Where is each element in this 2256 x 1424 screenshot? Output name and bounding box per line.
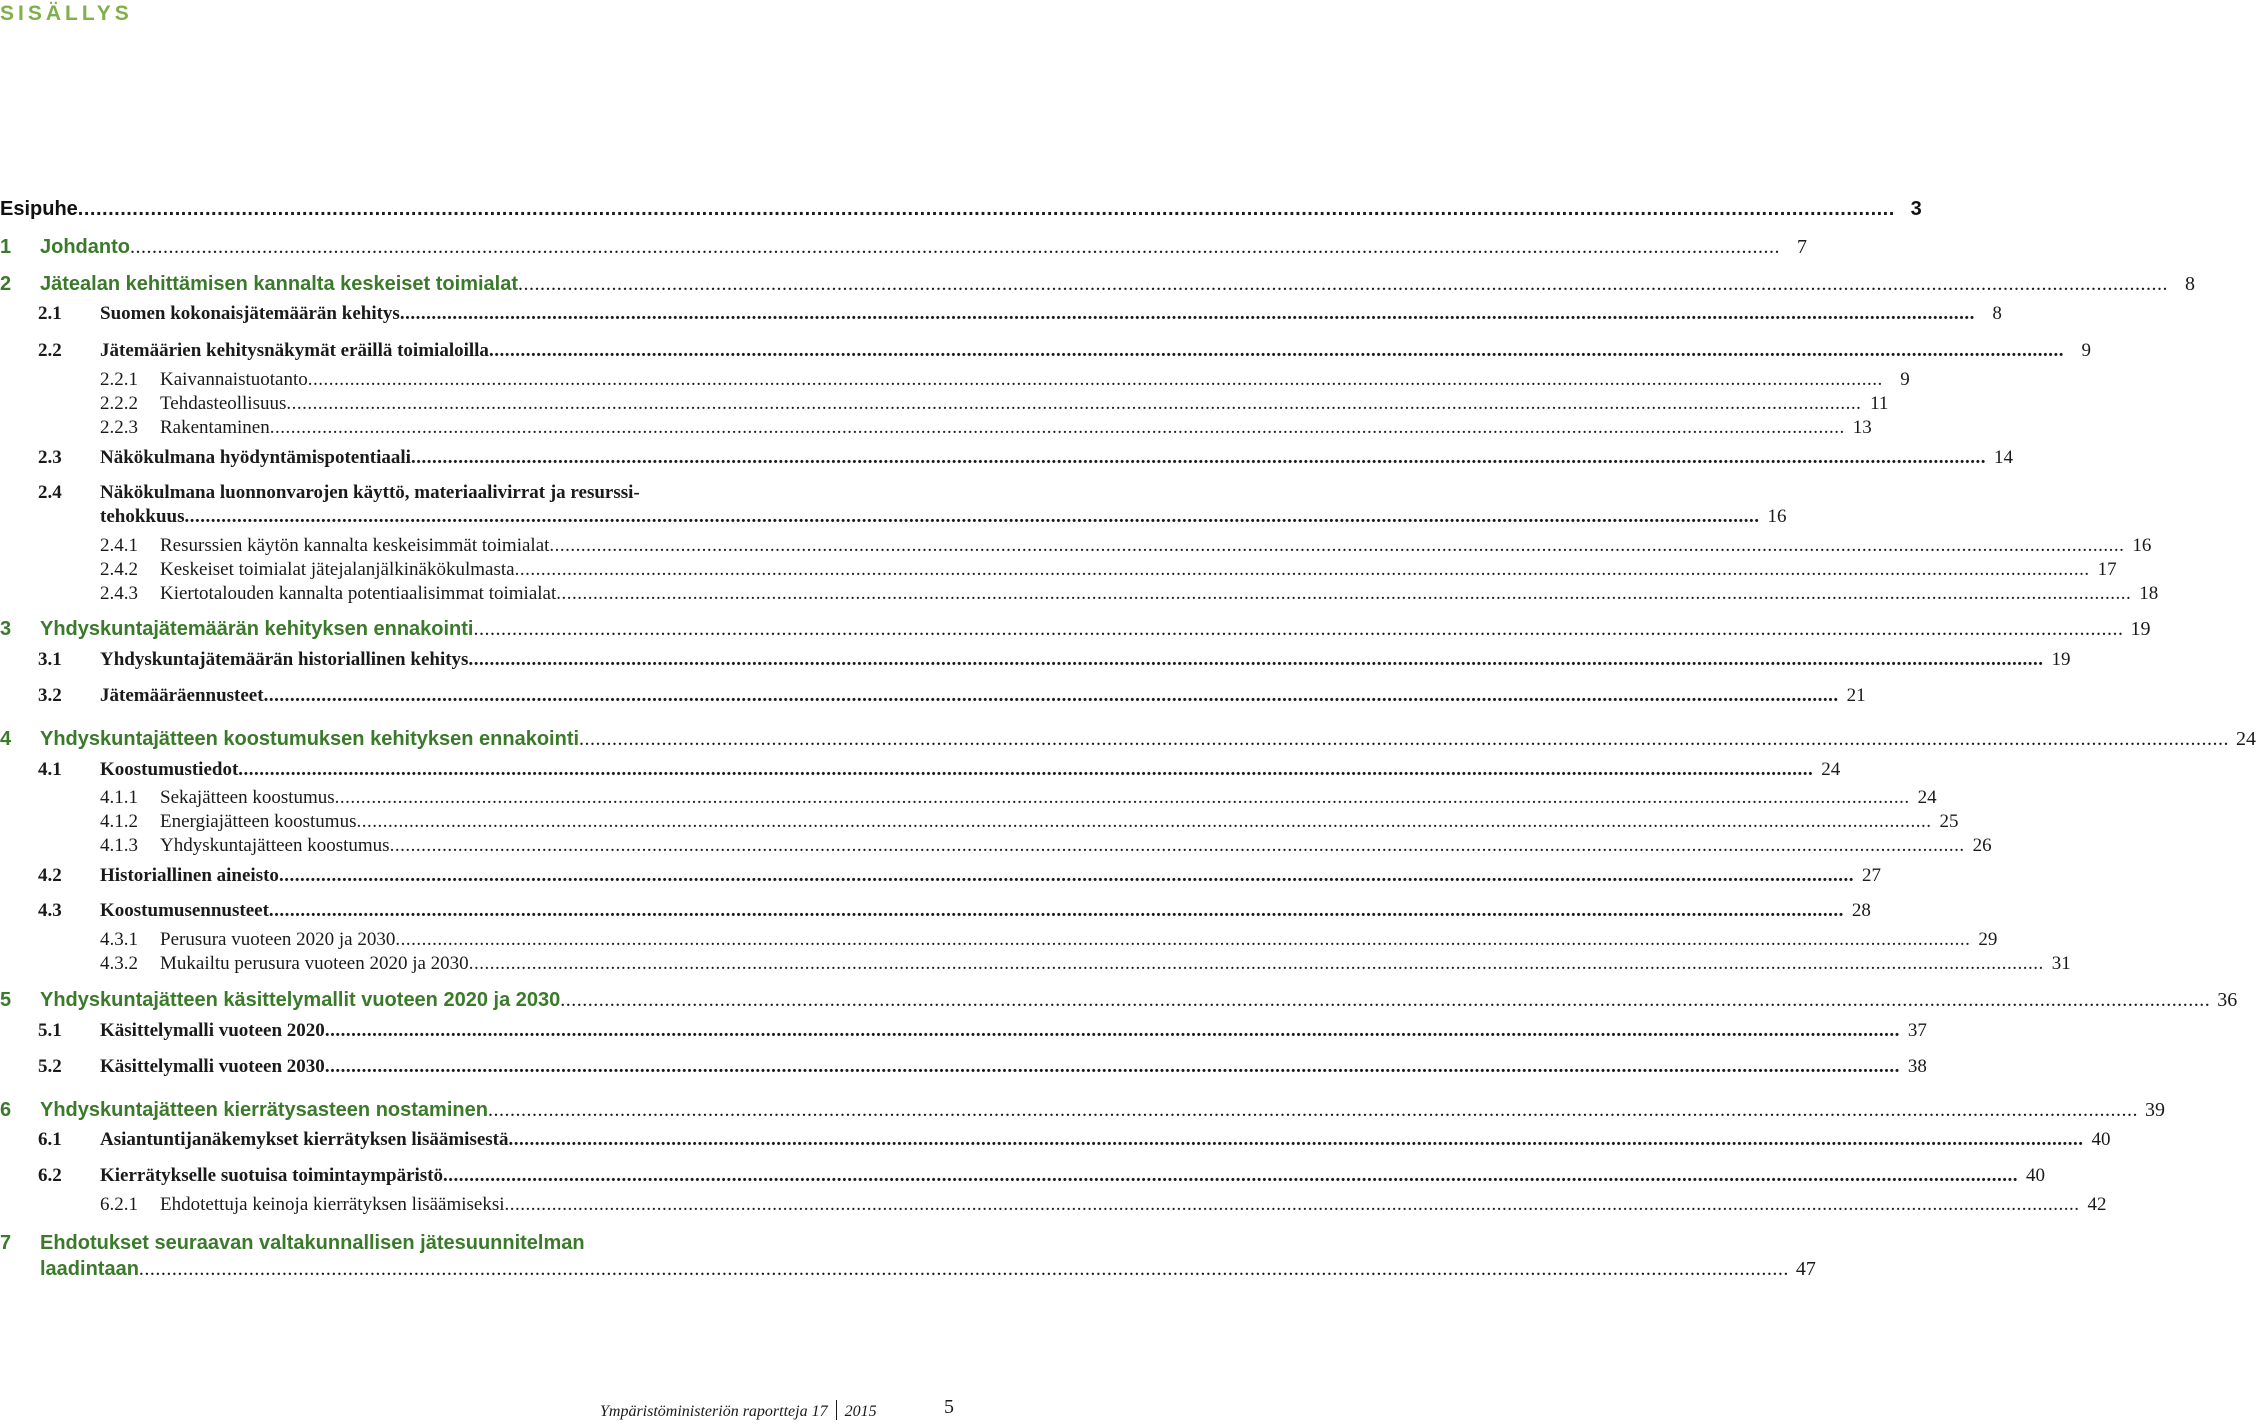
toc-entry-page: 11 xyxy=(1870,393,1889,414)
toc-entry-number: 4.1.2 xyxy=(100,811,138,832)
toc-entry-title: Ehdotukset seuraavan valtakunnallisen jätesuunnitelman xyxy=(40,1232,585,1254)
toc-leader-dots: ............................................................................................................................................................................................................................................................................................................ xyxy=(286,393,1862,414)
toc-entry-page: 16 xyxy=(2132,535,2152,556)
toc-entry-page: 24 xyxy=(1917,787,1937,808)
toc-entry-body xyxy=(40,273,2195,296)
toc-entry-number: 4.1.3 xyxy=(100,835,138,856)
toc-entry-body xyxy=(100,482,789,504)
toc-entry-number: 3 xyxy=(0,618,12,640)
toc-leader-dots: ............................................................................................................................................................................................................................................................................................................ xyxy=(77,198,1895,220)
toc-entry-body xyxy=(160,787,1937,809)
toc-leader-dots: ............................................................................................................................................................................................................................................................................................................ xyxy=(130,236,1780,258)
toc-entry-body xyxy=(160,535,2152,557)
toc-entry[interactable] xyxy=(0,1232,789,1258)
toc-entry-number: 6 xyxy=(0,1099,12,1121)
toc-leader-dots: ............................................................................................................................................................................................................................................................................................................ xyxy=(324,1056,1900,1077)
toc-entry-title: Energiajätteen koostumus xyxy=(160,811,357,832)
toc-entry[interactable] xyxy=(0,1056,1927,1082)
toc-entry-page: 25 xyxy=(1939,811,1959,832)
toc-entry-number: 6.2.1 xyxy=(100,1194,138,1215)
toc-entry-page: 29 xyxy=(1978,929,1998,950)
toc-leader-dots: ............................................................................................................................................................................................................................................................................................................ xyxy=(560,989,2211,1011)
toc-entry-body xyxy=(100,447,2013,469)
toc-leader-dots: ............................................................................................................................................................................................................................................................................................................ xyxy=(487,1099,2138,1121)
toc-entry-page: 42 xyxy=(2087,1194,2107,1215)
toc-entry-page: 19 xyxy=(2051,649,2071,670)
toc-entry-title: Keskeiset toimialat jätejalanjälkinäkökulmasta xyxy=(160,559,515,580)
toc-entry[interactable] xyxy=(0,417,1872,443)
toc-entry[interactable] xyxy=(0,759,1841,785)
toc-entry-number: 4.1 xyxy=(38,759,62,780)
toc-entry-page: 37 xyxy=(1907,1020,1927,1041)
toc-entry-page: 21 xyxy=(1846,685,1866,706)
toc-heading: SISÄLLYS xyxy=(0,2,133,25)
toc-entry-number: 2 xyxy=(0,273,12,295)
toc-entry[interactable] xyxy=(0,559,2117,585)
toc-entry-title: Asiantuntijanäkemykset kierrätyksen lisäämisestä xyxy=(100,1129,509,1150)
toc-entry[interactable] xyxy=(0,989,2238,1015)
toc-entry[interactable] xyxy=(0,482,789,508)
toc-entry-title: Esipuhe xyxy=(0,198,78,220)
toc-entry[interactable] xyxy=(0,728,2256,754)
toc-entry-number: 2.4 xyxy=(38,482,62,503)
toc-entry-page: 7 xyxy=(1797,236,1807,258)
toc-entry-body xyxy=(100,649,2071,671)
toc-leader-dots: ............................................................................................................................................................................................................................................................................................................ xyxy=(389,835,1965,856)
toc-entry-title: Kaivannaistuotanto xyxy=(160,369,308,390)
toc-entry-title: Yhdyskuntajätteen koostumuksen kehityksen ennakointi xyxy=(40,728,580,750)
toc-entry-title: Jätemääräennusteet xyxy=(100,685,264,706)
toc-entry-number: 2.4.1 xyxy=(100,535,138,556)
toc-entry-body xyxy=(160,369,1910,391)
toc-leader-dots: ............................................................................................................................................................................................................................................................................................................ xyxy=(395,929,1971,950)
toc-entry-body xyxy=(40,618,2151,641)
toc-entry-title: Historiallinen aineisto xyxy=(100,865,279,886)
publication-series: Ympäristöministeriön raportteja 17 xyxy=(600,1403,828,1420)
toc-entry-body xyxy=(160,929,1998,951)
toc-entry-body xyxy=(160,1194,2107,1216)
toc-leader-dots: ............................................................................................................................................................................................................................................................................................................ xyxy=(269,417,1845,438)
toc-leader-dots: ............................................................................................................................................................................................................................................................................................................ xyxy=(514,559,2090,580)
toc-entry-page: 17 xyxy=(2097,559,2117,580)
toc-entry-title: Johdanto xyxy=(40,236,130,258)
toc-entry-title: Näkökulmana hyödyntämispotentiaali xyxy=(100,447,411,468)
toc-entry[interactable] xyxy=(0,273,2195,299)
toc-entry-title: Jätealan kehittämisen kannalta keskeiset toimialat xyxy=(40,273,518,295)
toc-entry[interactable] xyxy=(0,506,1787,532)
toc-entry-number: 4.3.2 xyxy=(100,953,138,974)
toc-entry-title: Yhdyskuntajätteen käsittelymallit vuoteen 2020 ja 2030 xyxy=(40,989,561,1011)
toc-entry-body xyxy=(100,685,1866,707)
toc-entry-title: Yhdyskuntajätteen koostumus xyxy=(160,835,390,856)
toc-leader-dots: ............................................................................................................................................................................................................................................................................................................ xyxy=(263,685,1839,706)
toc-entry-number: 6.1 xyxy=(38,1129,62,1150)
toc-leader-dots: ............................................................................................................................................................................................................................................................................................................ xyxy=(399,303,1975,324)
toc-entry-page: 9 xyxy=(2081,340,2091,361)
toc-entry-title: Jätemäärien kehitysnäkymät eräillä toimialoilla xyxy=(100,340,489,361)
toc-leader-dots: ............................................................................................................................................................................................................................................................................................................ xyxy=(138,1258,1789,1280)
toc-entry-body xyxy=(40,236,1807,259)
toc-leader-dots: ............................................................................................................................................................................................................................................................................................................ xyxy=(278,865,1854,886)
toc-entry-body xyxy=(160,583,2159,605)
toc-entry-title: Perusura vuoteen 2020 ja 2030 xyxy=(160,929,396,950)
toc-entry[interactable] xyxy=(0,1129,2111,1155)
toc-entry[interactable] xyxy=(0,583,2159,609)
toc-entry-body xyxy=(40,989,2238,1012)
toc-entry[interactable] xyxy=(0,865,1881,891)
toc-entry-page: 31 xyxy=(2051,953,2071,974)
toc-entry-title: Käsittelymalli vuoteen 2030 xyxy=(100,1056,325,1077)
toc-entry-page: 3 xyxy=(1910,198,1922,220)
toc-entry-number: 4.2 xyxy=(38,865,62,886)
toc-entry-title: Kierrätykselle suotuisa toimintaympäristö xyxy=(100,1165,444,1186)
toc-entry[interactable] xyxy=(0,787,1937,813)
toc-entry-body xyxy=(160,417,1872,439)
toc-entry[interactable] xyxy=(0,929,1998,955)
toc-leader-dots: ............................................................................................................................................................................................................................................................................................................ xyxy=(549,535,2125,556)
toc-entry[interactable] xyxy=(0,1020,1927,1046)
toc-leader-dots: ............................................................................................................................................................................................................................................................................................................ xyxy=(518,273,2168,295)
toc-entry[interactable] xyxy=(0,447,2013,473)
toc-entry-body xyxy=(100,303,2002,325)
toc-entry[interactable] xyxy=(0,1099,2165,1125)
toc-entry-body xyxy=(100,1020,1927,1042)
toc-entry-body xyxy=(40,728,2256,751)
toc-entry[interactable] xyxy=(0,900,1871,926)
toc-entry-body xyxy=(100,1129,2111,1151)
toc-entry-title: Näkökulmana luonnonvarojen käyttö, materiaalivirrat ja resurssi- xyxy=(100,482,640,503)
toc-entry-page: 26 xyxy=(1972,835,1992,856)
toc-leader-dots: ............................................................................................................................................................................................................................................................................................................ xyxy=(473,618,2124,640)
toc-entry-body xyxy=(100,340,2091,362)
toc-entry-title: Rakentaminen xyxy=(160,417,270,438)
toc-leader-dots: ............................................................................................................................................................................................................................................................................................................ xyxy=(334,787,1910,808)
toc-entry-number: 1 xyxy=(0,236,12,258)
toc-entry[interactable] xyxy=(0,811,1959,837)
toc-entry-number: 4.3.1 xyxy=(100,929,138,950)
footer-separator xyxy=(836,1400,837,1420)
toc-entry-page: 28 xyxy=(1851,900,1871,921)
toc-entry-body xyxy=(160,953,2071,975)
toc-leader-dots: ............................................................................................................................................................................................................................................................................................................ xyxy=(410,447,1986,468)
toc-entry-body xyxy=(0,198,1922,221)
toc-entry-page: 40 xyxy=(2091,1129,2111,1150)
toc-entry[interactable] xyxy=(0,835,1992,861)
toc-entry-number: 5 xyxy=(0,989,12,1011)
toc-leader-dots: ............................................................................................................................................................................................................................................................................................................ xyxy=(238,759,1814,780)
toc-entry-page: 19 xyxy=(2130,618,2151,640)
toc-entry-number: 4.1.1 xyxy=(100,787,138,808)
toc-entry-number: 7 xyxy=(0,1232,12,1254)
toc-entry-number: 2.2 xyxy=(38,340,62,361)
toc-entry-body xyxy=(100,759,1841,781)
toc-leader-dots: ............................................................................................................................................................................................................................................................................................................ xyxy=(356,811,1932,832)
toc-entry-title: Kiertotalouden kannalta potentiaalisimmat toimialat xyxy=(160,583,557,604)
toc-entry-page: 16 xyxy=(1767,506,1787,527)
toc-entry-page: 36 xyxy=(2217,989,2238,1011)
toc-entry-title: Mukailtu perusura vuoteen 2020 ja 2030 xyxy=(160,953,469,974)
toc-leader-dots: ............................................................................................................................................................................................................................................................................................................ xyxy=(307,369,1883,390)
toc-entry-body xyxy=(100,865,1881,887)
toc-entry-number: 2.2.3 xyxy=(100,417,138,438)
toc-entry[interactable] xyxy=(0,236,1807,262)
toc-entry-title: Yhdyskuntajätteen kierrätysasteen nostaminen xyxy=(40,1099,488,1121)
publication-year: 2015 xyxy=(844,1403,877,1420)
toc-entry-title: tehokkuus xyxy=(100,506,185,527)
toc-entry-page: 8 xyxy=(2185,273,2195,295)
toc-entry-body xyxy=(160,393,1889,415)
toc-leader-dots: ............................................................................................................................................................................................................................................................................................................ xyxy=(324,1020,1900,1041)
toc-entry-page: 24 xyxy=(1821,759,1841,780)
toc-entry-title: Resurssien käytön kannalta keskeisimmät toimialat xyxy=(160,535,550,556)
toc-entry[interactable] xyxy=(0,685,1866,711)
toc-leader-dots: ............................................................................................................................................................................................................................................................................................................ xyxy=(508,1129,2084,1150)
toc-leader-dots: ............................................................................................................................................................................................................................................................................................................ xyxy=(504,1194,2080,1215)
toc-entry-number: 2.2.2 xyxy=(100,393,138,414)
toc-entry-title: Ehdotettuja keinoja kierrätyksen lisäämiseksi xyxy=(160,1194,505,1215)
toc-entry-body xyxy=(100,506,1787,528)
toc-entry-body xyxy=(100,1056,1927,1078)
toc-entry[interactable] xyxy=(0,535,2152,561)
toc-entry-title: Yhdyskuntajätemäärän historiallinen kehitys xyxy=(100,649,469,670)
toc-entry-page: 8 xyxy=(1992,303,2002,324)
toc-entry[interactable] xyxy=(0,393,1889,419)
toc-entry-page: 27 xyxy=(1861,865,1881,886)
toc-entry[interactable] xyxy=(0,303,2002,329)
toc-leader-dots: ............................................................................................................................................................................................................................................................................................................ xyxy=(468,649,2044,670)
toc-entry-number: 5.1 xyxy=(38,1020,62,1041)
toc-entry[interactable] xyxy=(0,618,2151,644)
toc-entry-number: 5.2 xyxy=(38,1056,62,1077)
toc-entry-number: 3.1 xyxy=(38,649,62,670)
toc-entry-body xyxy=(160,811,1959,833)
toc-leader-dots: ............................................................................................................................................................................................................................................................................................................ xyxy=(268,900,1844,921)
toc-entry-body xyxy=(160,559,2117,581)
toc-leader-dots: ............................................................................................................................................................................................................................................................................................................ xyxy=(488,340,2064,361)
toc-entry-page: 9 xyxy=(1900,369,1910,390)
toc-entry[interactable] xyxy=(0,340,2091,366)
toc-entry-title: Tehdasteollisuus xyxy=(160,393,287,414)
toc-entry-title: Suomen kokonaisjätemäärän kehitys xyxy=(100,303,400,324)
toc-entry-number: 2.1 xyxy=(38,303,62,324)
toc-entry-body xyxy=(40,1258,1816,1281)
toc-entry[interactable] xyxy=(0,198,1922,224)
toc-entry-number: 2.4.2 xyxy=(100,559,138,580)
toc-entry-number: 4 xyxy=(0,728,12,750)
toc-entry-number: 6.2 xyxy=(38,1165,62,1186)
toc-entry-title: laadintaan xyxy=(40,1258,139,1280)
toc-entry-page: 14 xyxy=(1993,447,2013,468)
toc-entry-title: Yhdyskuntajätemäärän kehityksen ennakointi xyxy=(40,618,474,640)
toc-entry[interactable] xyxy=(0,1258,1816,1284)
toc-leader-dots: ............................................................................................................................................................................................................................................................................................................ xyxy=(579,728,2230,750)
page-number: 5 xyxy=(944,1396,954,1418)
toc-entry-page: 38 xyxy=(1907,1056,1927,1077)
toc-entry-body xyxy=(100,900,1871,922)
toc-entry-title: Sekajätteen koostumus xyxy=(160,787,335,808)
toc-entry-body xyxy=(40,1232,789,1255)
toc-entry-page: 13 xyxy=(1852,417,1872,438)
toc-entry[interactable] xyxy=(0,649,2071,675)
toc-entry-title: Koostumusennusteet xyxy=(100,900,269,921)
page-footer xyxy=(600,1400,950,1424)
toc-entry-title: Koostumustiedot xyxy=(100,759,239,780)
toc-leader-dots: ............................................................................................................................................................................................................................................................................................................ xyxy=(443,1165,2019,1186)
toc-entry-page: 18 xyxy=(2139,583,2159,604)
toc-entry[interactable] xyxy=(0,369,1910,395)
toc-leader-dots: ............................................................................................................................................................................................................................................................................................................ xyxy=(556,583,2132,604)
toc-entry-page: 47 xyxy=(1795,1258,1816,1280)
toc-leader-dots: ............................................................................................................................................................................................................................................................................................................ xyxy=(468,953,2044,974)
toc-leader-dots: ............................................................................................................................................................................................................................................................................................................ xyxy=(184,506,1760,527)
toc-entry-number: 2.3 xyxy=(38,447,62,468)
toc-entry-body xyxy=(40,1099,2165,1122)
toc-entry[interactable] xyxy=(0,1165,2046,1191)
toc-entry-number: 2.2.1 xyxy=(100,369,138,390)
toc-entry-page: 40 xyxy=(2026,1165,2046,1186)
toc-entry-number: 4.3 xyxy=(38,900,62,921)
toc-entry-page: 39 xyxy=(2144,1099,2165,1121)
toc-entry-page: 24 xyxy=(2236,728,2256,750)
toc-entry-body xyxy=(160,835,1992,857)
toc-entry-number: 3.2 xyxy=(38,685,62,706)
toc-entry[interactable] xyxy=(0,1194,2107,1220)
toc-entry-title: Käsittelymalli vuoteen 2020 xyxy=(100,1020,325,1041)
toc-entry[interactable] xyxy=(0,953,2071,979)
toc-entry-number: 2.4.3 xyxy=(100,583,138,604)
toc-entry-body xyxy=(100,1165,2046,1187)
